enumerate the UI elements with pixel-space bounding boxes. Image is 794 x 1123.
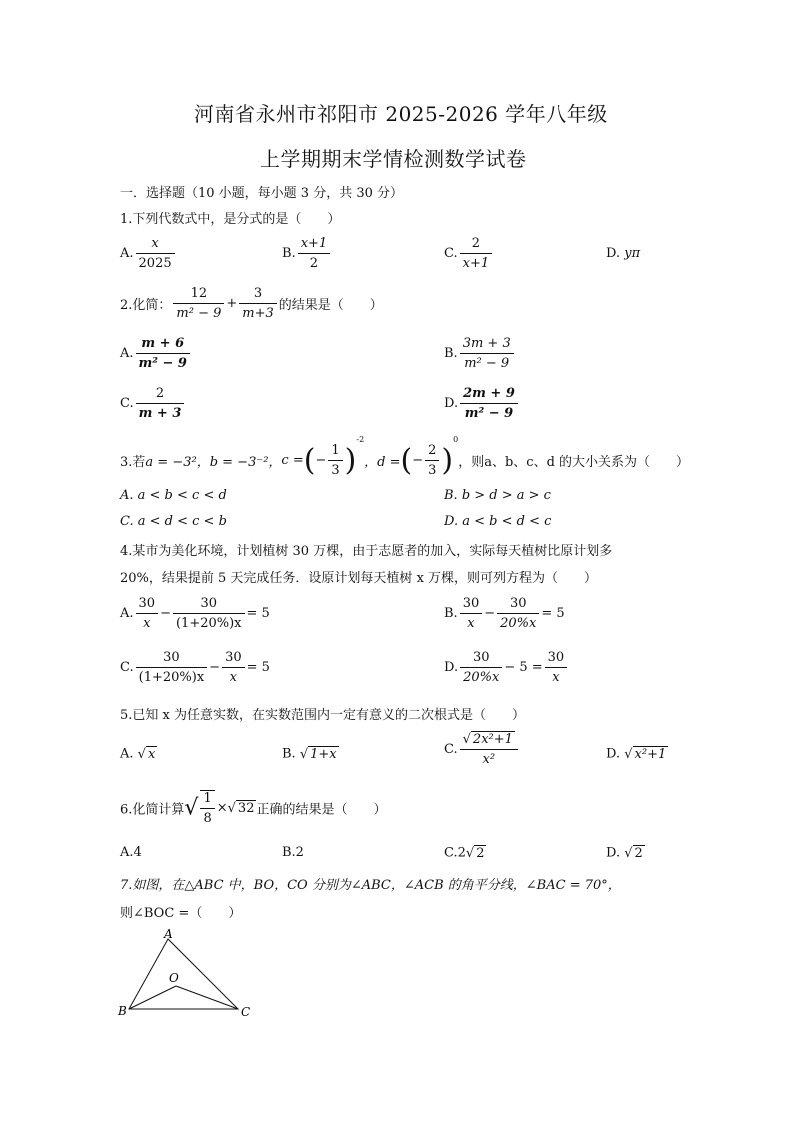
q7-stem-line1: 7.如图，在△ABC 中，BO，CO 分别为∠ABC，∠ACB 的角平分线，∠BAC = 70°，	[120, 878, 621, 893]
q1-option-a[interactable]	[120, 236, 177, 271]
q2-option-a[interactable]	[120, 336, 192, 371]
q5-option-c[interactable]	[444, 732, 520, 767]
q4-option-c[interactable]	[120, 650, 270, 685]
q3-c-den: 3	[328, 460, 342, 478]
segment-bo	[129, 986, 176, 1009]
q4-c-f1-den: (1+20%)x	[136, 667, 208, 685]
q6-d-rad: 2	[634, 846, 643, 861]
q1-a-den: 2025	[136, 253, 175, 271]
q4-d-f2-den: x	[545, 667, 568, 685]
page-title-line1: 河南省永州市祁阳市 2025-2026 学年八年级	[194, 102, 608, 126]
q5-c-den: x²	[460, 749, 518, 767]
q4-a-eq: = 5	[246, 606, 270, 621]
q1-b-num: x+1	[300, 236, 328, 251]
q6-c-coef: 2	[457, 845, 466, 861]
q4-c-label: C.	[120, 660, 134, 675]
section-heading: 一．选择题（10 小题，每小题 3 分，共 30 分）	[120, 186, 404, 201]
q4-option-d[interactable]	[444, 650, 569, 685]
q1-c-den: x+1	[460, 253, 493, 271]
q1-c-num: 2	[471, 236, 481, 251]
q2-plus: +	[226, 296, 238, 311]
q6-times: ×	[216, 800, 228, 816]
q3-c-exp: -2	[356, 435, 365, 444]
page-title-line2: 上学期期末学情检测数学试卷	[260, 147, 527, 171]
q4-d-f1-den: 20%x	[460, 667, 502, 685]
q6-c-rad: 2	[476, 846, 485, 861]
q1-option-b[interactable]	[282, 236, 332, 271]
q5-c-num: √ 2x²+1	[462, 732, 513, 747]
q5-a-label: A.	[120, 746, 134, 762]
q2-b-den: m² − 9	[460, 353, 514, 371]
q6-option-c[interactable]	[444, 845, 486, 861]
q1-stem: 1.下列代数式中，是分式的是（ ）	[120, 212, 341, 227]
q4-c-f2-den: x	[222, 667, 245, 685]
q5-option-b[interactable]	[282, 746, 339, 762]
q4-b-frac1	[460, 596, 483, 631]
q2-c-num: 2	[155, 386, 165, 401]
q4-c-frac1	[136, 650, 208, 685]
q4-a-f1-den: x	[136, 613, 159, 631]
q5-b-label: B.	[282, 746, 296, 762]
q5-b-sqrt: √ 1+x	[299, 747, 337, 762]
q4-a-f2-num: 30	[200, 596, 218, 611]
q2-a-den: m² − 9	[136, 353, 190, 371]
q2-c-den: m + 3	[136, 403, 185, 421]
q2-fraction-1	[173, 286, 224, 321]
q4-a-f2-den: (1+20%)x	[173, 613, 245, 631]
q4-d-f1-num: 30	[472, 650, 490, 665]
q2-a-num: m + 6	[141, 336, 185, 351]
q3-suffix: ，则a、b、c、d 的大小关系为（ ）	[458, 455, 690, 470]
q4-b-f2-den: 20%x	[497, 613, 539, 631]
q5-c-rad: 2x²+1	[472, 732, 513, 747]
q3-option-c[interactable]: C. a < d < c < b	[120, 514, 227, 529]
q2-b-label: B.	[444, 346, 458, 361]
q2-d-num: 2m + 9	[463, 386, 515, 401]
q4-option-b[interactable]	[444, 596, 565, 631]
q4-stem-line2: 20%，结果提前 5 天完成任务．设原计划每天植树 x 万棵，则可列方程为（ ）	[120, 571, 598, 586]
q1-b-den: 2	[298, 253, 331, 271]
q7-stem-line2: 则∠BOC =（ ）	[120, 906, 242, 921]
q3-stem: 3.若a = −3²，b = −3⁻²，c =(− $\frac{1}{3}$ )$^{-2}$，d =(− $\frac{2}{3}$ )$^0$，则a、b、c、d 的大小关系为（ ）	[120, 435, 690, 478]
q4-d-f2-num: 30	[547, 650, 565, 665]
q3-prefix: 3.若	[120, 455, 146, 470]
q6-c-label: C.	[444, 845, 458, 861]
q1-c-fraction	[460, 236, 493, 271]
q2-option-b[interactable]	[444, 336, 516, 371]
q3-d-label: ，d =	[364, 455, 401, 470]
q1-b-fraction	[298, 236, 331, 271]
q2-a-label: A.	[120, 346, 134, 361]
q3-c-lparen: (	[303, 442, 316, 478]
q2-d-den: m² − 9	[460, 403, 518, 421]
q3-c-rparen: )	[344, 442, 357, 478]
q6-rad: 32	[237, 801, 255, 816]
q2-b-num: 3m + 3	[462, 336, 511, 351]
q6-stem: 6.化简计算√ $\frac{1}{8}$ ×√ 32 正确的结果是（ ）	[120, 791, 387, 826]
q5-option-d[interactable]	[606, 746, 668, 762]
q4-c-f1-num: 30	[163, 650, 180, 665]
q4-d-label: D.	[444, 660, 459, 675]
q3-d-rparen: )	[441, 442, 454, 478]
q3-c-num: 1	[331, 443, 340, 458]
q1-b-label: B.	[282, 246, 296, 261]
q4-d-frac1	[460, 650, 502, 685]
q4-b-minus: −	[484, 606, 496, 621]
q5-d-label: D.	[606, 746, 621, 762]
q2-c-label: C.	[120, 396, 134, 411]
q6-option-a[interactable]: A.4	[120, 845, 142, 860]
point-o-label: O	[169, 971, 179, 985]
q4-a-frac2	[173, 596, 245, 631]
q4-b-f1-num: 30	[462, 596, 480, 611]
triangle-figure	[115, 928, 265, 1023]
q5-stem: 5.已知 x 为任意实数，在实数范围内一定有意义的二次根式是（ ）	[120, 708, 525, 723]
q6-f-den: 8	[200, 808, 214, 826]
q3-option-b[interactable]: B. b > d > a > c	[444, 488, 551, 503]
q3-c-label: c =	[281, 453, 304, 468]
q3-option-d[interactable]: D. a < b < d < c	[444, 514, 552, 529]
vertex-c-label: C	[241, 1005, 251, 1019]
q2-option-d[interactable]	[444, 386, 520, 421]
q1-d-label: D.	[606, 246, 621, 261]
q6-f-num: 1	[203, 791, 212, 806]
q4-a-label: A.	[120, 606, 134, 621]
q3-d-fraction	[425, 443, 439, 478]
q1-option-d[interactable]	[606, 246, 640, 261]
q5-b-rad: 1+x	[310, 747, 337, 762]
q5-option-a[interactable]	[120, 746, 157, 762]
triangle-abc	[129, 939, 238, 1009]
q2-prefix: 2.化简：	[120, 298, 172, 313]
q5-a-rad: x	[147, 747, 156, 762]
q6-option-d[interactable]	[606, 845, 645, 861]
q1-a-label: A.	[120, 246, 134, 261]
q3-d-num: 2	[428, 443, 437, 458]
q2-option-c[interactable]	[120, 386, 186, 421]
q6-prefix: 6.化简计算	[120, 802, 185, 818]
q5-c-fraction	[460, 732, 518, 767]
q3-d-den: 3	[425, 460, 439, 478]
q3-a-def: a = −3²，	[145, 455, 210, 470]
q6-option-b[interactable]: B.2	[282, 845, 304, 860]
q2-d-label: D.	[444, 396, 459, 411]
q1-option-c[interactable]	[444, 236, 494, 271]
q4-b-label: B.	[444, 606, 458, 621]
q2-f2-num: 3	[253, 286, 263, 301]
q1-a-fraction	[136, 236, 175, 271]
q5-a-sqrt: √ x	[137, 747, 156, 762]
q1-a-num: x	[151, 236, 159, 251]
vertex-a-label: A	[164, 928, 173, 941]
q4-b-f2-num: 30	[509, 596, 527, 611]
q5-c-label: C.	[444, 742, 458, 757]
q4-a-minus: −	[160, 606, 171, 621]
q2-a-fraction	[136, 336, 190, 371]
q1-d-value: yπ	[624, 246, 641, 261]
q3-b-def: b = −3⁻²，	[209, 455, 282, 470]
q4-d-frac2	[545, 650, 568, 685]
q4-stem-line1: 4.某市为美化环境，计划植树 30 万棵，由于志愿者的加入，实际每天植树比原计划多	[120, 544, 613, 559]
q3-d-exp: 0	[453, 435, 459, 444]
q4-a-f1-num: 30	[138, 596, 156, 611]
q4-b-frac2	[497, 596, 539, 631]
q1-c-label: C.	[444, 246, 458, 261]
q3-option-a[interactable]: A. a < b < c < d	[120, 488, 227, 503]
q4-c-frac2	[222, 650, 245, 685]
q6-fraction	[200, 790, 214, 826]
q3-d-lparen: (	[400, 442, 413, 478]
segment-co	[176, 986, 238, 1009]
q6-d-label: D.	[606, 845, 621, 861]
q4-c-eq: = 5	[246, 660, 270, 675]
q6-c-sqrt: √ 2	[465, 846, 485, 861]
q4-c-f2-num: 30	[225, 650, 242, 665]
q6-sqrt: √ 32	[227, 801, 255, 816]
q2-f1-num: 12	[190, 286, 208, 301]
q4-d-minus5eq: − 5 =	[504, 660, 543, 675]
q4-b-eq: = 5	[541, 606, 565, 621]
q2-f1-den: m² − 9	[173, 303, 224, 321]
q4-b-f1-den: x	[460, 613, 483, 631]
q2-fraction-2	[239, 286, 277, 321]
q2-suffix: 的结果是（ ）	[278, 298, 383, 313]
q4-a-frac1	[136, 596, 159, 631]
q4-option-a[interactable]	[120, 596, 270, 631]
q4-c-minus: −	[209, 660, 221, 675]
q6-d-sqrt: √ 2	[624, 846, 643, 861]
vertex-b-label: B	[118, 1004, 127, 1018]
q2-b-fraction	[460, 336, 514, 371]
q2-f2-den: m+3	[239, 303, 277, 321]
q5-d-rad: x²+1	[634, 747, 667, 762]
q2-d-fraction	[460, 386, 518, 421]
q2-c-fraction	[136, 386, 185, 421]
q6-suffix: 正确的结果是（ ）	[256, 802, 387, 818]
q3-c-fraction	[328, 443, 342, 478]
q5-d-sqrt: √ x²+1	[624, 747, 667, 762]
q2-stem	[120, 286, 383, 321]
